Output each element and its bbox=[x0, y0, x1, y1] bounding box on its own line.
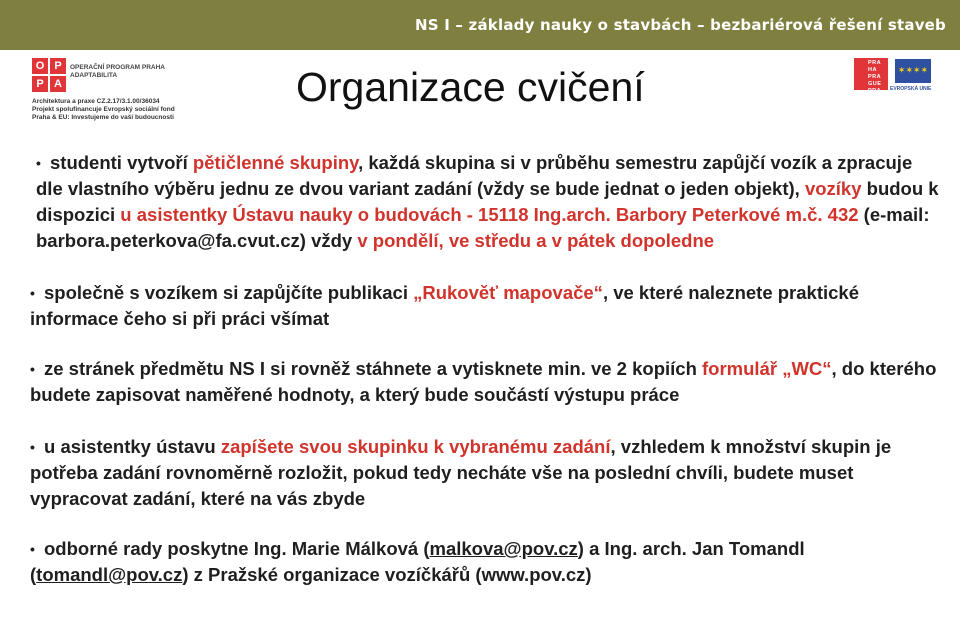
bullet-icon: • bbox=[30, 361, 35, 377]
bullet-paragraph: • u asistentky ústavu zapíšete svou skupinku k vybranému zadání, vzhledem k množství skupin je potřeba zadání rovnoměrně rozložit, pokud tedy necháte vše na poslední chvíli, budete muset vypracovat zadání, které na vás zbyde bbox=[30, 436, 892, 509]
highlight-text: pětičlenné skupiny bbox=[192, 152, 359, 173]
course-title: NS I – základy nauky o stavbách – bezbariérová řešení staveb bbox=[415, 16, 946, 34]
highlight-text: u asistentky Ústavu nauky o budovách - 15118 Ing.arch. Barbory Peterkové m.č. 432 bbox=[120, 204, 859, 225]
opp-project-line: Projekt spolufinancuje Evropský sociální fond bbox=[32, 106, 175, 113]
opp-badge-letter: A bbox=[50, 76, 66, 92]
praha-line: PRA GA bbox=[868, 88, 881, 101]
opp-text-line: ADAPTABILITA bbox=[70, 72, 118, 79]
highlight-text: zapíšete svou skupinku k vybranému zadání bbox=[220, 436, 611, 457]
bullet-paragraph: • odborné rady poskytne Ing. Marie Málková (malkova@pov.cz) a Ing. arch. Jan Tomandl (tomandl@pov.cz) z Pražské organizace vozíčkářů (www.pov.cz) bbox=[30, 538, 805, 585]
slide-content bbox=[30, 150, 940, 588]
bullet-paragraph: • ze stránek předmětu NS I si rovněž stáhnete a vytisknete min. ve 2 kopiích formulář „WC“, do kterého budete zapisovat naměřené hodnoty, a který bude součástí výstupu práce bbox=[30, 358, 937, 405]
opp-badge-letter: O bbox=[32, 58, 48, 74]
email-link-tomandl[interactable]: tomandl@pov.cz bbox=[36, 564, 183, 585]
opp-badge-letter: P bbox=[32, 76, 48, 92]
eu-caption: EVROPSKÁ UNIE bbox=[890, 86, 932, 92]
bullet-paragraph: • společně s vozíkem si zapůjčíte publikaci „Rukověť mapovače“, ve které naleznete praktické informace čeho si při práci všímat bbox=[30, 282, 859, 329]
bullet-paragraph: • studenti vytvoří pětičlenné skupiny, každá skupina si v průběhu semestru zapůjčí vozík a zpracuje dle vlastního výběru jednu ze dvou variant zadání (vždy se bude jednat o jeden objekt), vozíky budou k dispozici u asistentky Ústavu nauky o budovách - 15118 Ing.arch. Barbory Peterkové m.č. 432 (e-mail: barbora.peterkova@fa.cvut.cz) vždy v pondělí, ve středu a v pátek dopoledne bbox=[36, 152, 939, 251]
highlight-text: vozíky bbox=[804, 178, 862, 199]
opp-program-text bbox=[70, 64, 165, 80]
praha-line: PRA GUE bbox=[868, 74, 882, 87]
email-link-malkova[interactable]: malkova@pov.cz bbox=[429, 538, 578, 559]
bullet-icon: • bbox=[30, 285, 35, 301]
praha-line: PRA HA bbox=[868, 60, 881, 73]
opp-project-line: Praha & EU: Investujeme do vaší budoucnosti bbox=[32, 114, 174, 121]
bullet-icon: • bbox=[36, 155, 41, 171]
praha-line: PRA G bbox=[868, 102, 888, 108]
bullet-icon: • bbox=[30, 541, 35, 557]
opp-project-line: Architektura a praxe CZ.2.17/3.1.00/36034 bbox=[32, 98, 160, 105]
opp-text-line: OPERAČNÍ PROGRAM PRAHA bbox=[70, 64, 165, 71]
highlight-text: v pondělí, ve středu a v pátek dopoledne bbox=[357, 230, 715, 251]
opp-logo bbox=[32, 58, 200, 122]
praha-logo bbox=[854, 58, 888, 108]
highlight-text: „Rukověť mapovače“ bbox=[413, 282, 603, 303]
eu-flag-icon: ✶✶✶✶ bbox=[895, 59, 931, 83]
highlight-text: formulář „WC“ bbox=[702, 358, 832, 379]
opp-badge-letter: P bbox=[50, 58, 66, 74]
opp-project-info bbox=[32, 98, 175, 122]
slide-title: Organizace cvičení bbox=[296, 64, 645, 110]
header-bar bbox=[0, 0, 960, 50]
opp-badge bbox=[32, 58, 66, 92]
bullet-icon: • bbox=[30, 439, 35, 455]
praha-logo-text bbox=[868, 60, 888, 109]
